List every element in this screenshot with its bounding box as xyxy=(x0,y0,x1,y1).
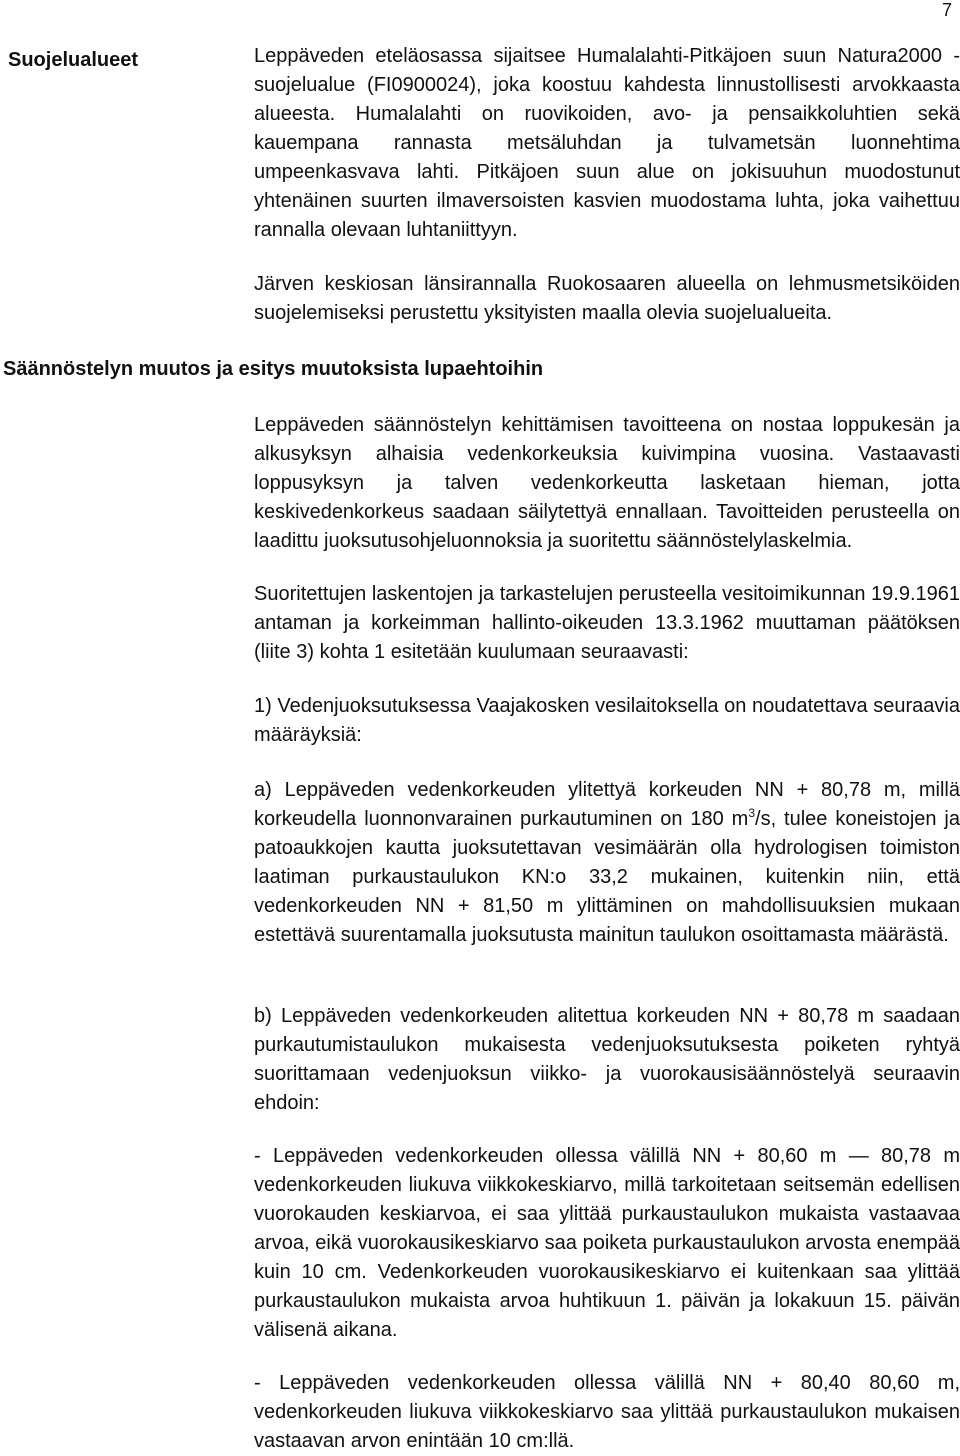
saannostely-paragraph-5 xyxy=(254,1002,960,1118)
suojelualueet-paragraph-1 xyxy=(254,42,960,245)
saannostely-paragraph-4 xyxy=(254,776,960,950)
side-heading-suojelualueet: Suojelualueet xyxy=(8,49,139,71)
saannostely-paragraph-3 xyxy=(254,692,960,750)
saannostely-paragraph-2 xyxy=(254,580,960,667)
text-run: /s, tulee koneistojen ja patoaukkojen kautta juoksutettavan vesimäärän olla hydrologisen toimiston laatiman purkaustaulukon KN:o 33,2 mukainen, kuitenkin niin, että vedenkorkeuden NN + 81,50 m ylittäminen on mahdollisuuksien mukaan estettävä suurentamalla juoksutusta mainitun taulukon osoittamasta määrästä. xyxy=(254,808,960,946)
paragraph-text: 1) Vedenjuoksutuksessa Vaajakosken vesilaitoksella on noudatettava seuraavia määräyksiä: xyxy=(254,695,960,746)
suojelualueet-paragraph-2 xyxy=(254,270,960,328)
section-heading-saannostely: Säännöstelyn muutos ja esitys muutoksista lupaehtoihin xyxy=(3,358,544,380)
text-run: a) Leppäveden vedenkorkeuden ylitettyä korkeuden NN + 80,78 m, millä korkeudella luonnonvarainen purkautuminen on 180 m xyxy=(254,779,960,830)
paragraph-text: Leppäveden eteläosassa sijaitsee Humalalahti-Pitkäjoen suun Natura2000 -suojelualue (FI0900024), joka koostuu kahdesta linnustollisesti arvokkaasta alueesta. Humalalahti on ruovikoiden, avo- ja pensaikkoluhtien sekä kauempana rannasta metsäluhdan ja tulvametsän luonnehtima umpeenkasvava lahti. Pitkäjoen suun alue on jokisuuhun muodostunut yhtenäinen suurten ilmaversoisten kasvien muodostama luhta, joka vaihettuu rannalla olevaan luhtaniittyyn. xyxy=(254,45,960,241)
paragraph-text: Järven keskiosan länsirannalla Ruokosaaren alueella on lehmusmetsiköiden suojelemiseksi perustettu yksityisten maalla olevia suojelualueita. xyxy=(254,273,960,324)
paragraph-text: Suoritettujen laskentojen ja tarkastelujen perusteella vesitoimikunnan 19.9.1961 antaman ja korkeimman hallinto-oikeuden 13.3.1962 muuttaman päätöksen (liite 3) kohta 1 esitetään kuulumaan seuraavasti: xyxy=(254,583,960,663)
paragraph-text: Leppäveden säännöstelyn kehittämisen tavoitteena on nostaa loppukesän ja alkusyksyn alhaisia vedenkorkeuksia kuivimpina vuosina. Vastaavasti loppusyksyn ja talven vedenkorkeutta lasketaan hieman, jotta keskivedenkorkeus saadaan säilytettyä ennallaan. Tavoitteiden perusteella on laadittu juoksutusohjeluonnoksia ja suoritettu säännöstelylaskelmia. xyxy=(254,414,960,552)
saannostely-paragraph-7 xyxy=(254,1369,960,1456)
page-number: 7 xyxy=(941,0,952,20)
paragraph-text: b) Leppäveden vedenkorkeuden alitettua korkeuden NN + 80,78 m saadaan purkautumistaulukon mukaisesta vedenjuoksutuksesta poiketen ryhtyä suorittamaan vedenjuoksun viikko- ja vuorokausisäännöstelyä seuraavin ehdoin: xyxy=(254,1005,960,1114)
paragraph-text: - Leppäveden vedenkorkeuden ollessa välillä NN + 80,60 m — 80,78 m vedenkorkeuden liukuva viikkokeskiarvo, millä tarkoitetaan seitsemän edellisen vuorokauden keskiarvoa, ei saa ylittää purkaustaulukon mukaista vastaavaa arvoa, eikä vuorokausikeskiarvo saa poiketa purkaustaulukon arvosta enempää kuin 10 cm. Vedenkorkeuden vuorokausikeskiarvo ei kuitenkaan saa ylittää purkaustaulukon mukaista arvoa huhtikuun 1. päivän ja lokakuun 15. päivän välisenä aikana. xyxy=(254,1145,960,1341)
paragraph-text xyxy=(254,776,960,950)
saannostely-paragraph-6 xyxy=(254,1142,960,1345)
paragraph-text: - Leppäveden vedenkorkeuden ollessa välillä NN + 80,40 80,60 m, vedenkorkeuden liukuva viikkokeskiarvo saa ylittää purkaustaulukon mukaisen vastaavan arvon enintään 10 cm:llä. xyxy=(254,1372,960,1452)
superscript: 3 xyxy=(748,806,756,820)
saannostely-paragraph-1 xyxy=(254,411,960,556)
